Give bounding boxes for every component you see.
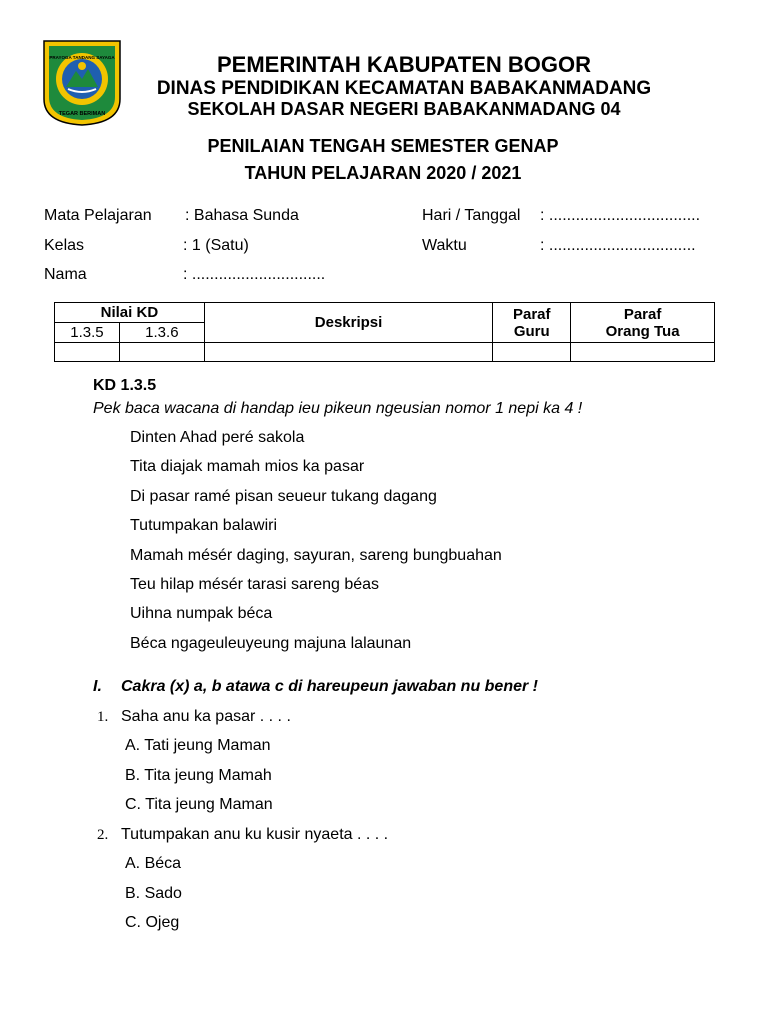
deskripsi-header: Deskripsi xyxy=(204,303,492,343)
time-label: Waktu xyxy=(422,237,467,254)
answer-option[interactable]: C. Tita jeung Maman xyxy=(125,796,273,813)
reading-line: Béca ngageuleuyeung majuna lalaunan xyxy=(130,635,412,652)
paraf-ortu-cell[interactable] xyxy=(571,343,715,362)
reading-line: Tutumpakan balawiri xyxy=(130,517,278,534)
name-label: Nama xyxy=(44,266,87,283)
question-number: 2. xyxy=(97,827,109,843)
nilai-kd-header: Nilai KD xyxy=(55,303,205,323)
deskripsi-cell[interactable] xyxy=(204,343,492,362)
exam-title: PENILAIAN TENGAH SEMESTER GENAP xyxy=(207,136,559,156)
class-label: Kelas xyxy=(44,237,85,254)
kd-136-header: 1.3.6 xyxy=(119,323,204,343)
subject-label: Mata Pelajaran xyxy=(44,207,152,224)
paraf-guru-header xyxy=(493,303,571,343)
paraf-guru-line1: Paraf xyxy=(512,305,551,323)
question-text: Saha anu ka pasar . . . . xyxy=(121,708,291,725)
reading-line: Mamah mésér daging, sayuran, sareng bungbuahan xyxy=(130,547,502,564)
kd-135-cell[interactable] xyxy=(55,343,120,362)
reading-line: Tita diajak mamah mios ka pasar xyxy=(130,458,365,475)
question-number: 1. xyxy=(97,709,109,725)
kd-title: KD 1.3.5 xyxy=(93,377,157,394)
reading-line: Dinten Ahad peré sakola xyxy=(130,429,305,446)
logo-bottom-text: TEGAR BERIMAN xyxy=(58,111,106,117)
paraf-ortu-header xyxy=(571,303,715,343)
grade-table xyxy=(54,302,715,362)
paraf-ortu-line2: Orang Tua xyxy=(605,322,680,340)
reading-line: Di pasar ramé pisan seueur tukang dagang xyxy=(130,488,437,505)
logo-top-text: PRAYOGA TANDANG SAYAGA xyxy=(49,55,115,60)
answer-option[interactable]: A. Tati jeung Maman xyxy=(125,737,271,754)
date-label: Hari / Tanggal xyxy=(422,207,521,224)
reading-line: Uihna numpak béca xyxy=(130,605,273,622)
answer-option[interactable]: C. Ojeg xyxy=(125,914,180,931)
name-field[interactable]: : .............................. xyxy=(183,266,326,283)
answer-option[interactable]: A. Béca xyxy=(125,855,182,872)
question-text: Tutumpakan anu ku kusir nyaeta . . . . xyxy=(121,826,389,843)
section-number: I. xyxy=(93,678,102,695)
paraf-guru-cell[interactable] xyxy=(493,343,571,362)
answer-option[interactable]: B. Tita jeung Mamah xyxy=(125,767,272,784)
header-department: DINAS PENDIDIKAN KECAMATAN BABAKANMADANG xyxy=(156,78,652,99)
date-field[interactable]: : .................................. xyxy=(540,207,701,224)
header-government: PEMERINTAH KABUPATEN BOGOR xyxy=(217,52,591,77)
paraf-ortu-line1: Paraf xyxy=(623,305,662,323)
kd-135-header: 1.3.5 xyxy=(55,323,120,343)
reading-instruction: Pek baca wacana di handap ieu pikeun ngeusian nomor 1 nepi ka 4 ! xyxy=(93,400,583,417)
section-instruction xyxy=(93,678,538,696)
paraf-guru-line2: Guru xyxy=(513,322,550,340)
time-field[interactable]: : ................................. xyxy=(540,237,696,254)
section-instruction-text: Cakra (x) a, b atawa c di hareupeun jawaban nu bener ! xyxy=(121,678,538,695)
reading-line: Teu hilap mésér tarasi sareng béas xyxy=(130,576,380,593)
class-value: : 1 (Satu) xyxy=(183,237,249,254)
kd-136-cell[interactable] xyxy=(119,343,204,362)
answer-option[interactable]: B. Sado xyxy=(125,885,182,902)
school-year: TAHUN PELAJARAN 2020 / 2021 xyxy=(244,163,522,183)
subject-value: : Bahasa Sunda xyxy=(185,207,299,224)
header-school: SEKOLAH DASAR NEGERI BABAKANMADANG 04 xyxy=(187,99,621,119)
